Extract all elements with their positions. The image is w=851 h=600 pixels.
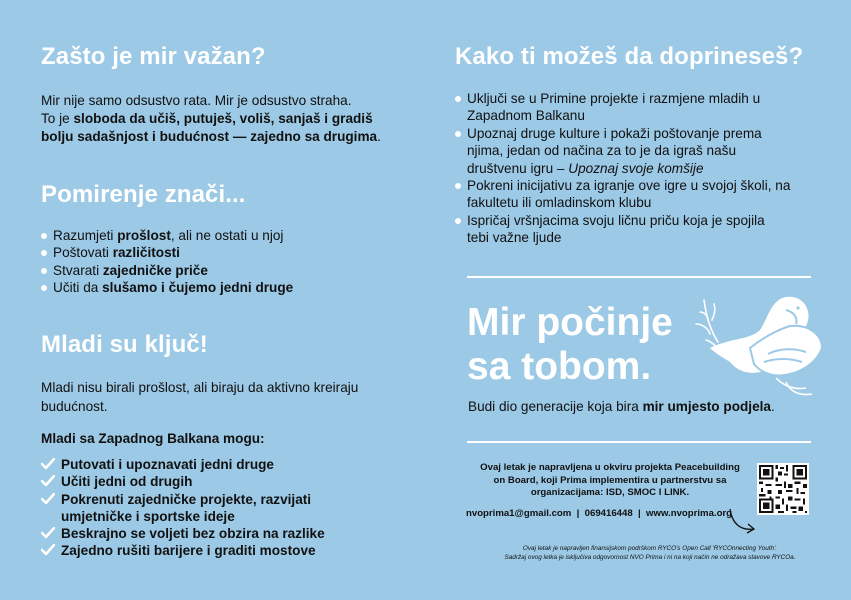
- why-line3-post: .: [377, 129, 381, 144]
- list-item: Putovati i upoznavati jedni druge: [41, 456, 325, 473]
- list-item: Stvarati zajedničke priče: [41, 262, 293, 279]
- list-item: Upoznaj druge kulture i pokaži poštovanje prema njima, jedan od načina za to je da igraš našu društvenu igru – Upoznaj svoje komšije: [455, 125, 825, 177]
- list-item: Beskrajno se voljeti bez obzira na razlike: [41, 525, 325, 542]
- list-item: Pokrenuti zajedničke projekte, razvijati umjetničke i sportske ideje: [41, 491, 325, 526]
- list-item: Ispričaj vršnjacima svoju ličnu priču koja je spojila tebi važne ljude: [455, 212, 825, 247]
- heading-why-peace: Zašto je mir važan?: [41, 43, 266, 70]
- youth-text-line1: Mladi nisu birali prošlost, ali biraju da aktivno kreiraju: [41, 380, 359, 395]
- list-item: Razumjeti prošlost, ali ne ostati u njoj: [41, 227, 293, 244]
- check-icon: [41, 527, 55, 539]
- divider-top: [467, 276, 811, 278]
- why-line3-bold: bolju sadašnjost i budućnost — zajedno sa drugima: [41, 129, 378, 144]
- youth-subheading: Mladi sa Zapadnog Balkana mogu:: [41, 431, 265, 446]
- project-info-line2: on Board, koji Prima implementira u partnerstvu sa: [493, 474, 727, 486]
- slogan: [467, 301, 673, 389]
- heading-contribute: Kako ti možeš da doprineseš?: [455, 43, 804, 70]
- reconciliation-list: [41, 227, 293, 297]
- contact-line[interactable]: nvoprima1@gmail.com | 069416448 | www.nvoprima.org: [466, 508, 733, 519]
- dove-icon: [690, 290, 830, 400]
- check-icon: [41, 475, 55, 487]
- project-info-line3: organizacijama: ISD, SMOC I LINK.: [530, 487, 690, 498]
- list-item: Učiti da slušamo i čujemo jedni druge: [41, 279, 293, 296]
- contribute-list: [455, 90, 825, 247]
- footnote-line2: Sadržaj ovog letka je isključiva odgovornost NVO Prima i ni na koji način ne odražava stavove RYCOa.: [504, 553, 796, 561]
- slogan-line1: Mir počinje: [467, 301, 673, 344]
- divider-bottom: [467, 441, 811, 443]
- arrow-icon: [728, 505, 758, 535]
- list-item: Poštovati različitosti: [41, 244, 293, 261]
- youth-text-line2: budućnost.: [41, 399, 108, 414]
- heading-reconciliation: Pomirenje znači...: [41, 181, 246, 208]
- list-item: Uključi se u Primine projekte i razmjene mladih u Zapadnom Balkanu: [455, 90, 825, 125]
- list-item: Učiti jedni od drugih: [41, 473, 325, 490]
- heading-youth-key: Mladi su ključ!: [41, 331, 208, 358]
- check-icon: [41, 493, 55, 505]
- check-icon: [41, 458, 55, 470]
- footnote-line1: Ovaj letak je napravljen finansijskom podrškom RYCO's Open Call 'RYCOnnecting Youth'.: [522, 545, 778, 552]
- project-info: [470, 462, 750, 500]
- youth-can-list: [41, 456, 325, 560]
- footnote: [470, 545, 830, 562]
- slogan-line2: sa tobom.: [467, 345, 652, 388]
- why-line2-bold: sloboda da učiš, putuješ, voliš, sanjaš i gradiš: [73, 111, 373, 126]
- why-line2-pre: To je: [41, 111, 74, 126]
- slogan-tagline: Budi dio generacije koja bira mir umjesto podjela.: [468, 399, 775, 414]
- list-item: Zajedno rušiti barijere i graditi mostove: [41, 542, 325, 559]
- why-line1: Mir nije samo odsustvo rata. Mir je odsustvo straha.: [41, 93, 352, 108]
- check-icon: [41, 544, 55, 556]
- qr-code[interactable]: [757, 463, 809, 515]
- list-item: Pokreni inicijativu za igranje ove igre u svojoj školi, na fakultetu ili omladinskom klubu: [455, 177, 825, 212]
- why-peace-text: [41, 92, 411, 146]
- project-info-line1: Ovaj letak je napravljena u okviru projekta Peacebuilding: [480, 462, 740, 473]
- youth-text: [41, 378, 411, 416]
